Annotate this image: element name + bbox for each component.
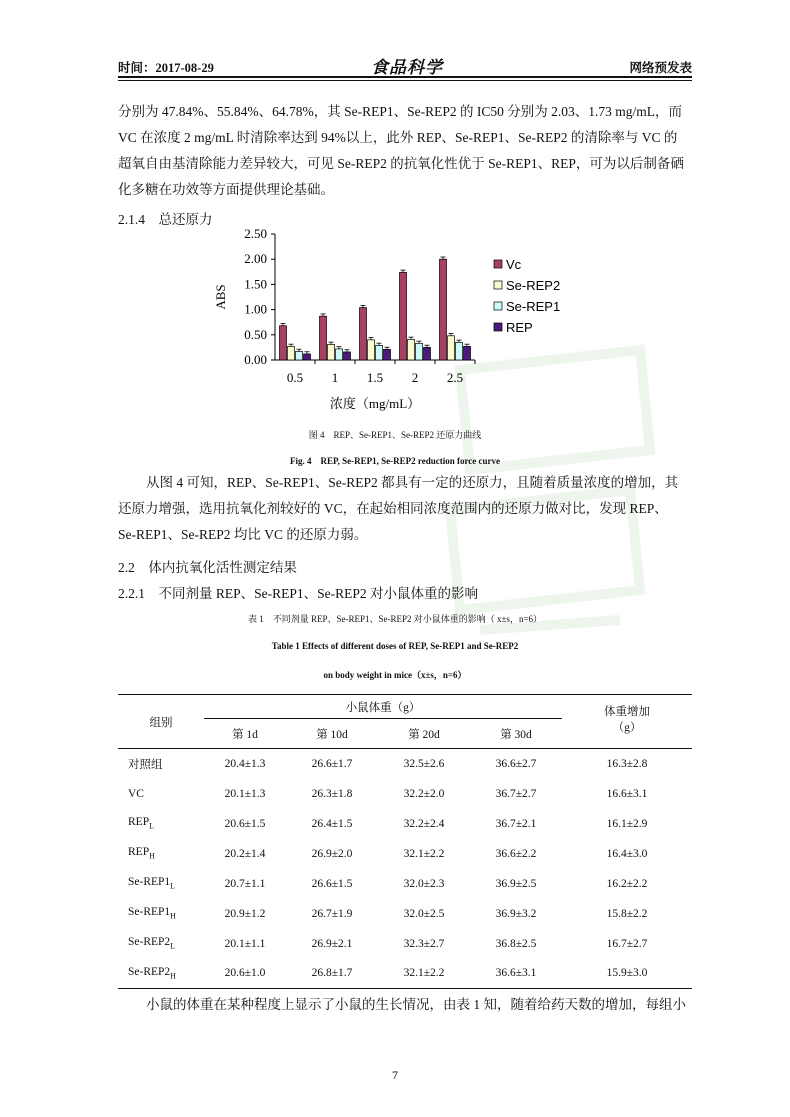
table-cell: 36.9±3.2 (495, 907, 537, 920)
table-cell: 20.6±1.0 (224, 967, 266, 980)
table-header-gain: 体重增加 (604, 705, 650, 718)
bar-se-rep1 (376, 345, 383, 360)
table-cell: 36.6±2.7 (495, 757, 537, 770)
table-cell: 16.7±2.7 (606, 937, 648, 950)
header-label: 网络预发表 (629, 61, 692, 75)
table-header-weight: 小鼠体重（g） (204, 695, 562, 719)
x-tick-label: 1 (331, 370, 339, 385)
text-line: 从图 4 可知，REP、Se-REP1、Se-REP2 都具有一定的还原力，且随着质量浓度的增加，其 (146, 475, 679, 490)
table-cell: 26.3±1.8 (311, 787, 353, 800)
bar-se-rep1 (416, 343, 423, 360)
journal-logo: 食品科学 (371, 58, 443, 77)
table-row (118, 779, 692, 809)
text-line: 分别为 47.84%、55.84%、64.78%，其 Se-REP1、Se-REP2 的 IC50 分别为 2.03、1.73 mg/mL，而 (118, 104, 682, 119)
x-tick-label: 2 (411, 370, 419, 385)
table-cell: 15.9±3.0 (606, 967, 648, 980)
table-row (118, 869, 692, 899)
table-header-day: 第 20d (408, 728, 440, 741)
legend-swatch (494, 302, 502, 310)
page-header (118, 54, 692, 78)
y-tick-label: 0.00 (244, 352, 267, 367)
legend-swatch (494, 281, 502, 289)
table-cell: 36.9±2.5 (495, 877, 537, 890)
table-cell: 20.7±1.1 (224, 877, 266, 890)
text-line: VC 在浓度 2 mg/mL 时清除率达到 94%以上，此外 REP、Se-REP1、Se-REP2 的清除率与 VC 的 (118, 130, 678, 145)
table-cell: 32.5±2.6 (403, 757, 445, 770)
table-header-gain-unit: （g） (612, 721, 642, 734)
row-group-name: $Se-REP1_L$ (128, 876, 176, 891)
y-tick-label: 0.50 (244, 326, 267, 342)
row-group-name: $REP_H$ (128, 846, 155, 861)
bar-rep (424, 347, 431, 360)
table-cell: 16.6±3.1 (606, 787, 648, 800)
table-cell: 32.1±2.2 (403, 967, 445, 980)
bar-vc (400, 272, 407, 360)
text-line: Se-REP1、Se-REP2 均比 VC 的还原力弱。 (118, 527, 368, 542)
text-line: 还原力增强，选用抗氧化剂较好的 VC，在起始相同浓度范围内的还原力做对比，发现 REP、 (118, 501, 668, 516)
bar-se-rep2 (448, 336, 455, 360)
intro-paragraph (118, 99, 692, 203)
y-tick-label: 1.00 (244, 301, 267, 317)
legend-label: Vc (506, 257, 522, 272)
legend-swatch (494, 260, 502, 268)
table-cell: 36.6±3.1 (495, 967, 537, 980)
table-cell: 20.2±1.4 (224, 847, 266, 860)
text-line: 小鼠的体重在某种程度上显示了小鼠的生长情况，由表 1 知，随着给药天数的增加，每组小 (146, 997, 686, 1012)
header-date: 时间：2017-08-29 (118, 61, 214, 75)
table-cell: 26.9±2.1 (311, 937, 353, 950)
table-cell: 16.2±2.2 (606, 877, 648, 890)
bar-se-rep2 (368, 340, 375, 360)
table-cell: 32.2±2.4 (403, 817, 445, 830)
table-cell: 20.1±1.3 (224, 787, 266, 800)
table-cell: 26.6±1.5 (311, 877, 353, 890)
table-cell: 32.2±2.0 (403, 787, 445, 800)
subsection-heading: 2.2.1 不同剂量 REP、Se-REP1、Se-REP2 对小鼠体重的影响 (118, 586, 479, 601)
row-group-name: $Se-REP1_H$ (128, 906, 176, 921)
table-cell: 36.7±2.1 (495, 817, 537, 830)
table-cell: 36.7±2.7 (495, 787, 537, 800)
x-tick-label: 1.5 (366, 370, 384, 385)
y-axis-label: ABS (213, 284, 228, 310)
table-cell: 36.6±2.2 (495, 847, 537, 860)
table-cell: 16.1±2.9 (606, 817, 648, 830)
legend-label: Se-REP1 (506, 299, 561, 314)
figure-caption-en: Fig. 4 REP, Se-REP1, Se-REP2 reduction force curve (289, 456, 501, 466)
section-heading: 2.1.4 总还原力 (118, 212, 213, 227)
bar-se-rep2 (408, 339, 415, 360)
table-header-day: 第 1d (232, 728, 258, 741)
table-header-day: 第 30d (500, 728, 532, 741)
y-tick-label: 2.50 (244, 226, 267, 241)
legend-label: REP (506, 320, 533, 335)
table-cell: 20.1±1.1 (224, 937, 266, 950)
table-cell: 26.6±1.7 (311, 757, 353, 770)
header-rule (118, 76, 692, 78)
result-paragraph (118, 470, 692, 548)
figure-caption-cn: 图 4 REP、Se-REP1、Se-REP2 还原力曲线 (308, 430, 482, 440)
table-cell: 32.1±2.2 (403, 847, 445, 860)
table-cell: 32.3±2.7 (403, 937, 445, 950)
row-group-name: VC (128, 787, 144, 800)
table-cell: 15.8±2.2 (606, 907, 648, 920)
bar-rep (304, 354, 311, 360)
bar-vc (280, 326, 287, 360)
table-row (118, 749, 692, 779)
table-cell: 26.8±1.7 (311, 967, 353, 980)
bar-se-rep2 (288, 346, 295, 360)
table-caption-cn: 表 1 不同剂量 REP、Se-REP1、Se-REP2 对小鼠体重的影响（ x±s，n=6） (247, 614, 543, 624)
x-axis-label: 浓度（mg/mL） (329, 396, 421, 411)
table-row (118, 839, 692, 869)
bar-vc (440, 259, 447, 360)
bar-rep (384, 349, 391, 360)
table-cell: 16.3±2.8 (606, 757, 648, 770)
table-header-group: 组别 (118, 695, 204, 749)
table-cell: 20.9±1.2 (224, 907, 266, 920)
reduction-force-chart (200, 224, 580, 414)
table-cell: 26.9±2.0 (311, 847, 353, 860)
text-line: 超氧自由基清除能力差异较大，可见 Se-REP2 的抗氧化性优于 Se-REP1、REP，可为以后制备硒 (118, 156, 684, 171)
table-cell: 26.4±1.5 (311, 817, 353, 830)
bar-se-rep1 (296, 351, 303, 360)
y-tick-label: 1.50 (244, 276, 267, 292)
x-tick-label: 2.5 (446, 370, 464, 385)
section-heading: 2.2 体内抗氧化活性测定结果 (118, 560, 297, 575)
bar-se-rep2 (328, 344, 335, 360)
x-tick-label: 0.5 (286, 370, 304, 385)
body-weight-table (118, 694, 692, 989)
page-number: 7 (392, 1068, 398, 1082)
table-cell: 16.4±3.0 (606, 847, 648, 860)
table-cell: 20.4±1.3 (224, 757, 266, 770)
table-caption-en: on body weight in mice（x±s，n=6） (323, 670, 467, 680)
table-row (118, 809, 692, 839)
bar-se-rep1 (456, 342, 463, 360)
legend-label: Se-REP2 (506, 278, 561, 293)
bar-vc (320, 316, 327, 360)
table-row (118, 959, 692, 989)
bar-se-rep1 (336, 349, 343, 360)
row-group-name: $Se-REP2_H$ (128, 966, 176, 981)
table-cell: 20.6±1.5 (224, 817, 266, 830)
legend-swatch (494, 323, 502, 331)
closing-paragraph (118, 992, 692, 1018)
table-row (118, 899, 692, 929)
bar-rep (464, 346, 471, 360)
table-header-day: 第 10d (316, 728, 348, 741)
row-group-name: $REP_L$ (128, 816, 154, 831)
row-group-name: $Se-REP2_L$ (128, 936, 176, 951)
table-caption-en: Table 1 Effects of different doses of REP, Se-REP1 and Se-REP2 (271, 641, 519, 651)
table-cell: 32.0±2.5 (403, 907, 445, 920)
table-cell: 36.8±2.5 (495, 937, 537, 950)
bar-rep (344, 352, 351, 360)
text-line: 化多糖在功效等方面提供理论基础。 (118, 182, 334, 197)
bar-vc (360, 308, 367, 360)
y-tick-label: 2.00 (244, 251, 267, 267)
table-row (118, 929, 692, 959)
header-rule-thin (118, 80, 692, 81)
row-group-name: 对照组 (128, 758, 163, 771)
table-cell: 32.0±2.3 (403, 877, 445, 890)
table-cell: 26.7±1.9 (311, 907, 353, 920)
